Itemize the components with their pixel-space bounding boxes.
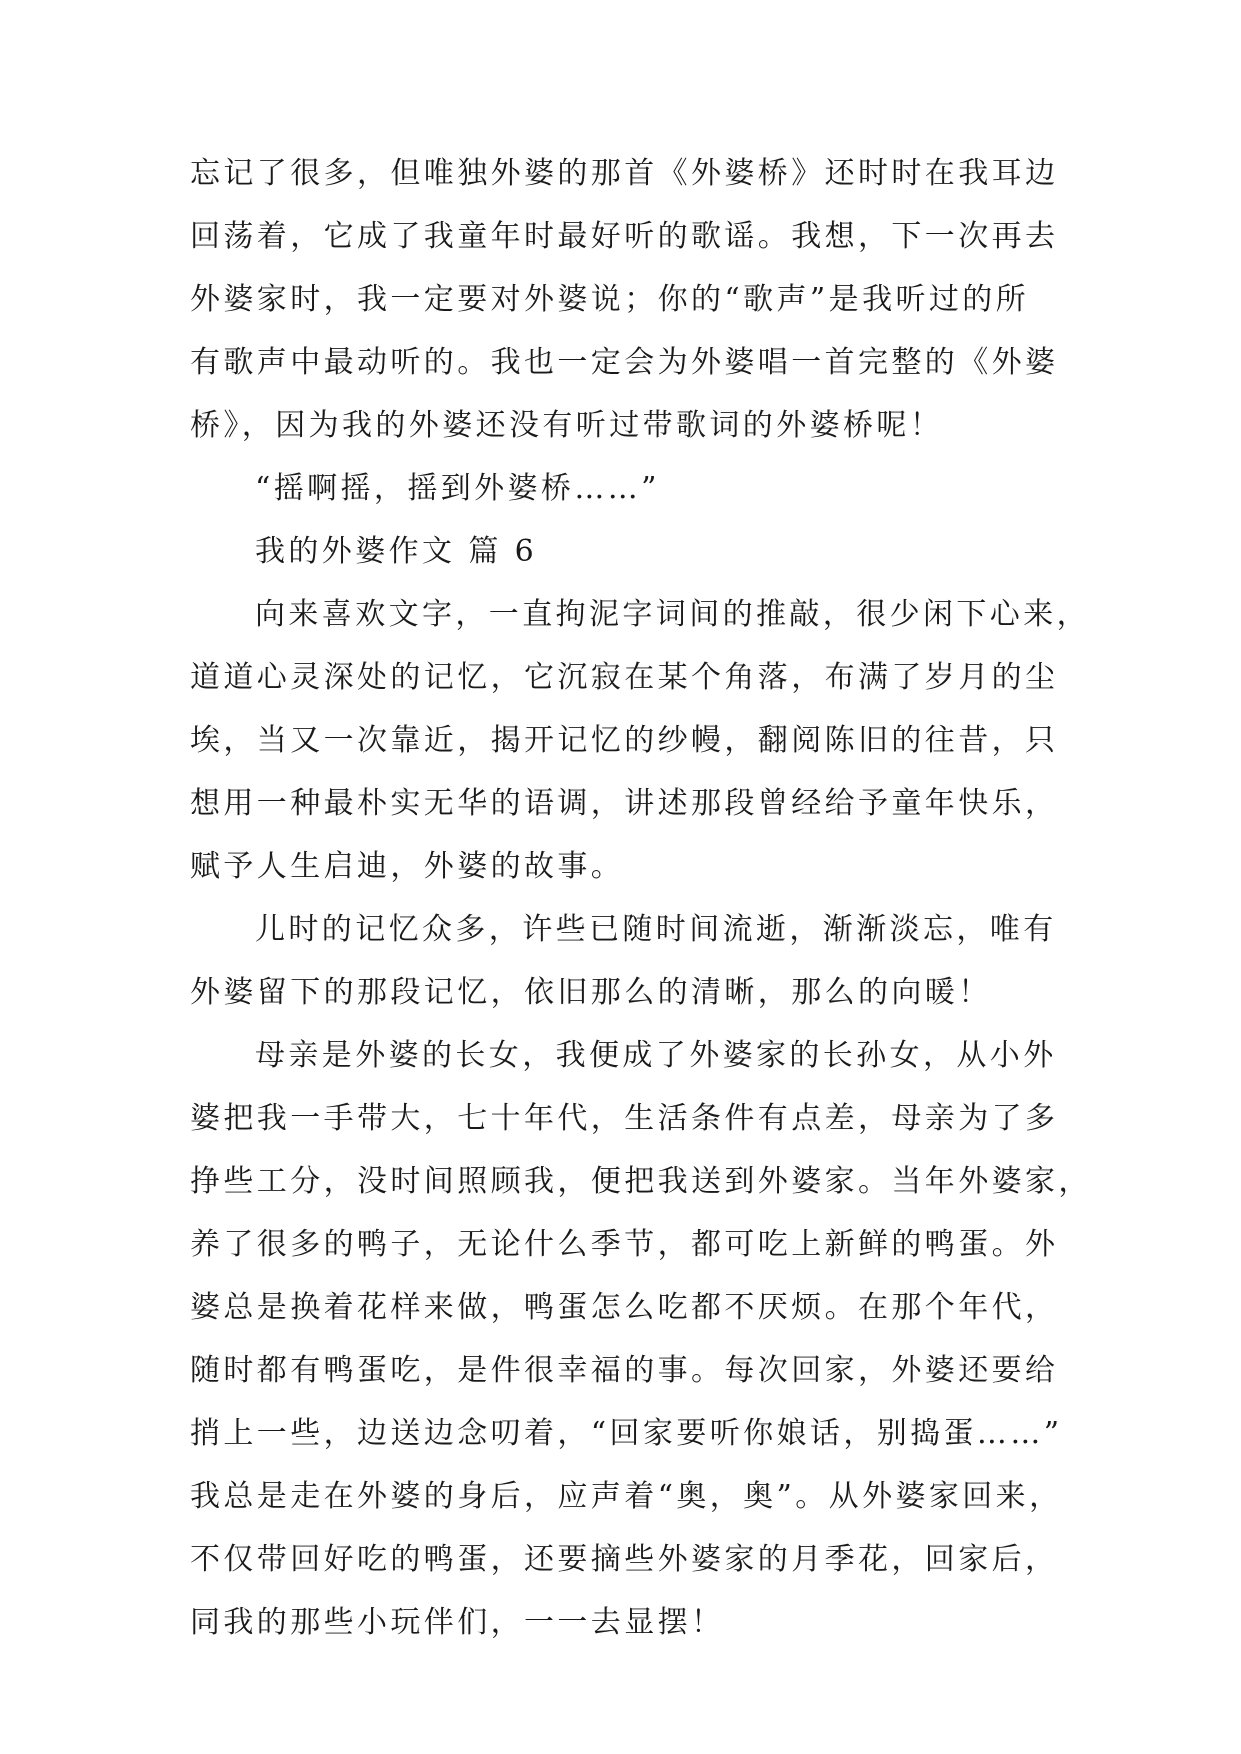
text-line: 向来喜欢文字，一直拘泥字词间的推敲，很少闲下心来， (255, 597, 1090, 632)
text-line: 捎上一些，边送边念叨着，“回家要听你娘话，别捣蛋……” (190, 1416, 1063, 1451)
text-line: 母亲是外婆的长女，我便成了外婆家的长孙女，从小外 (255, 1038, 1057, 1073)
text-line: 挣些工分，没时间照顾我，便把我送到外婆家。当年外婆家， (190, 1164, 1092, 1199)
text-line: 埃，当又一次靠近，揭开记忆的纱幔，翻阅陈旧的往昔，只 (190, 723, 1059, 758)
text-line: 我总是走在外婆的身后，应声着“奥，奥”。从外婆家回来， (190, 1479, 1063, 1514)
text-line: 外婆留下的那段记忆，依旧那么的清晰，那么的向暖！ (190, 975, 992, 1010)
text-line: 儿时的记忆众多，许些已随时间流逝，渐渐淡忘，唯有 (255, 912, 1057, 947)
section-heading: 我的外婆作文 篇 6 (255, 534, 538, 569)
text-line: 同我的那些小玩伴们，一一去显摆！ (190, 1605, 725, 1640)
text-line: 道道心灵深处的记忆，它沉寂在某个角落，布满了岁月的尘 (190, 660, 1059, 695)
text-line: 赋予人生启迪，外婆的故事。 (190, 849, 625, 884)
text-line: 有歌声中最动听的。我也一定会为外婆唱一首完整的《外婆 (190, 345, 1059, 380)
text-line: 养了很多的鸭子，无论什么季节，都可吃上新鲜的鸭蛋。外 (190, 1227, 1059, 1262)
text-line: 外婆家时，我一定要对外婆说；你的“歌声”是我听过的所 (190, 282, 1030, 317)
quote-line: “摇啊摇，摇到外婆桥……” (255, 471, 660, 506)
text-line: 桥》，因为我的外婆还没有听过带歌词的外婆桥呢！ (190, 408, 944, 443)
text-line: 婆把我一手带大，七十年代，生活条件有点差，母亲为了多 (190, 1101, 1059, 1136)
text-line: 不仅带回好吃的鸭蛋，还要摘些外婆家的月季花，回家后， (190, 1542, 1059, 1577)
text-line: 想用一种最朴实无华的语调，讲述那段曾经给予童年快乐， (190, 786, 1059, 821)
text-line: 忘记了很多，但唯独外婆的那首《外婆桥》还时时在我耳边 (190, 156, 1059, 191)
text-line: 婆总是换着花样来做，鸭蛋怎么吃都不厌烦。在那个年代， (190, 1290, 1059, 1325)
text-line: 回荡着，它成了我童年时最好听的歌谣。我想，下一次再去 (190, 219, 1059, 254)
text-line: 随时都有鸭蛋吃，是件很幸福的事。每次回家，外婆还要给 (190, 1353, 1059, 1388)
